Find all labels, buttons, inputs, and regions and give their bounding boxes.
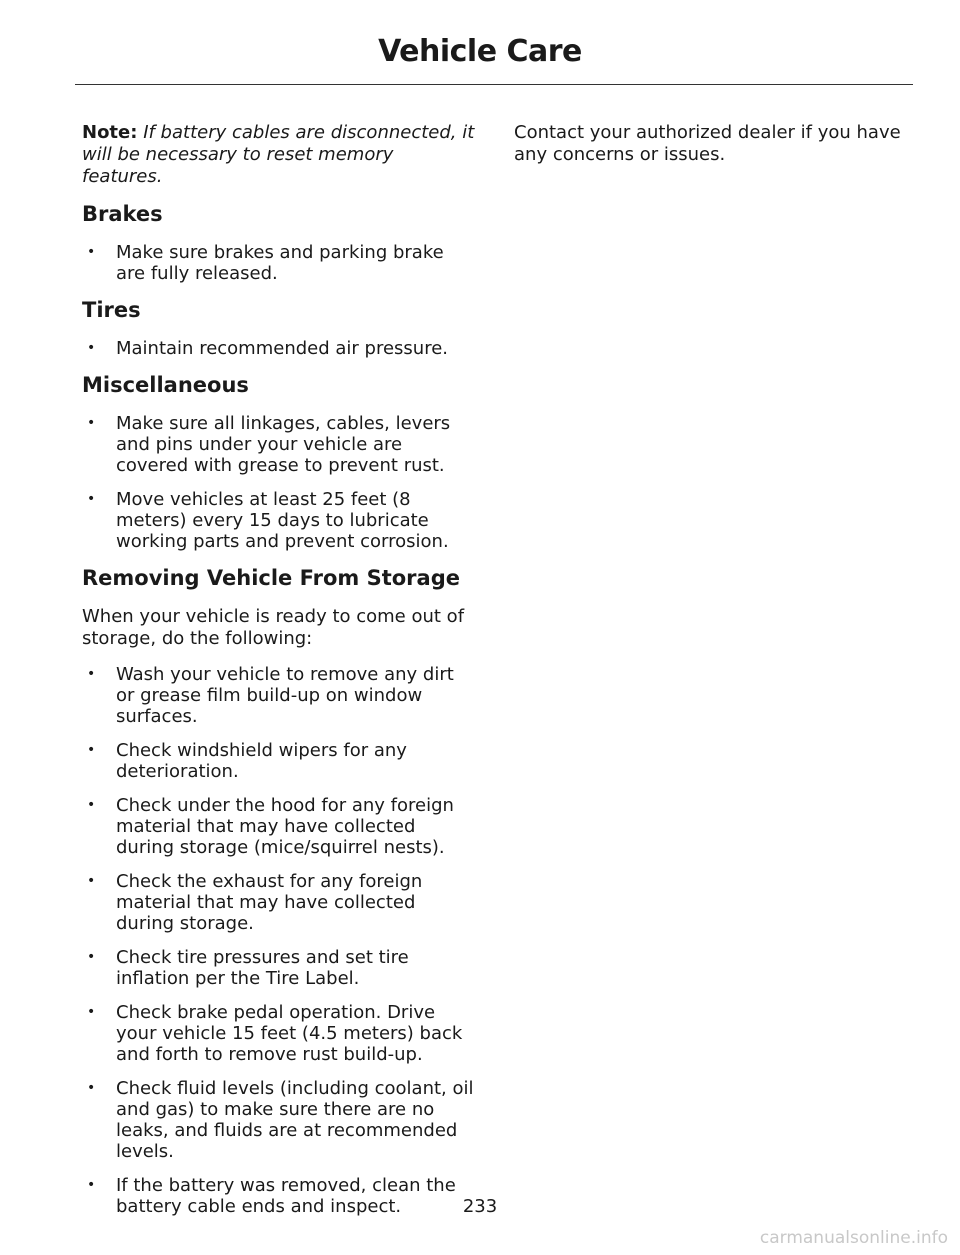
contact-dealer-text: Contact your authorized dealer if you have any concerns or issues. (514, 122, 901, 165)
header-divider (75, 84, 913, 85)
brakes-list (82, 242, 477, 284)
removing-storage-heading: Removing Vehicle From Storage (82, 566, 460, 590)
list-item: • Wash your vehicle to remove any dirt or grease film build-up on window surfaces. (82, 664, 477, 727)
list-item: • Check tire pressures and set tire inflation per the Tire Label. (82, 947, 477, 989)
page-title: Vehicle Care (378, 34, 582, 69)
tires-list (82, 338, 477, 359)
right-column (514, 122, 914, 180)
brakes-heading: Brakes (82, 202, 163, 226)
removing-storage-list (82, 664, 477, 1217)
list-item: • Make sure brakes and parking brake are fully released. (82, 242, 477, 284)
list-item: • Check the exhaust for any foreign material that may have collected during storage. (82, 871, 477, 934)
list-item: • Check under the hood for any foreign material that may have collected during storage (mice/squirrel nests). (82, 795, 477, 858)
left-column (82, 122, 477, 1231)
list-item: • Move vehicles at least 25 feet (8 meters) every 15 days to lubricate working parts and prevent corrosion. (82, 489, 477, 552)
note-label: Note: (82, 122, 138, 143)
list-item: • Check brake pedal operation. Drive your vehicle 15 feet (4.5 meters) back and forth to remove rust build-up. (82, 1002, 477, 1065)
watermark-link[interactable]: carmanualsonline.info (759, 1228, 948, 1248)
removing-storage-intro: When your vehicle is ready to come out of storage, do the following: (82, 606, 465, 649)
miscellaneous-heading: Miscellaneous (82, 373, 249, 397)
page-number: 233 (462, 1196, 498, 1217)
tires-heading: Tires (82, 298, 141, 322)
note-paragraph (82, 122, 477, 188)
note-text: If battery cables are disconnected, it will be necessary to reset memory features. (82, 122, 475, 187)
list-item: • Check fluid levels (including coolant, oil and gas) to make sure there are no leaks, and fluids are at recommended levels. (82, 1078, 477, 1162)
list-item: • If the battery was removed, clean the battery cable ends and inspect. (82, 1175, 477, 1217)
list-item: • Check windshield wipers for any deterioration. (82, 740, 477, 782)
list-item: • Make sure all linkages, cables, levers and pins under your vehicle are covered with grease to prevent rust. (82, 413, 477, 476)
list-item: • Maintain recommended air pressure. (82, 338, 477, 359)
miscellaneous-list (82, 413, 477, 552)
